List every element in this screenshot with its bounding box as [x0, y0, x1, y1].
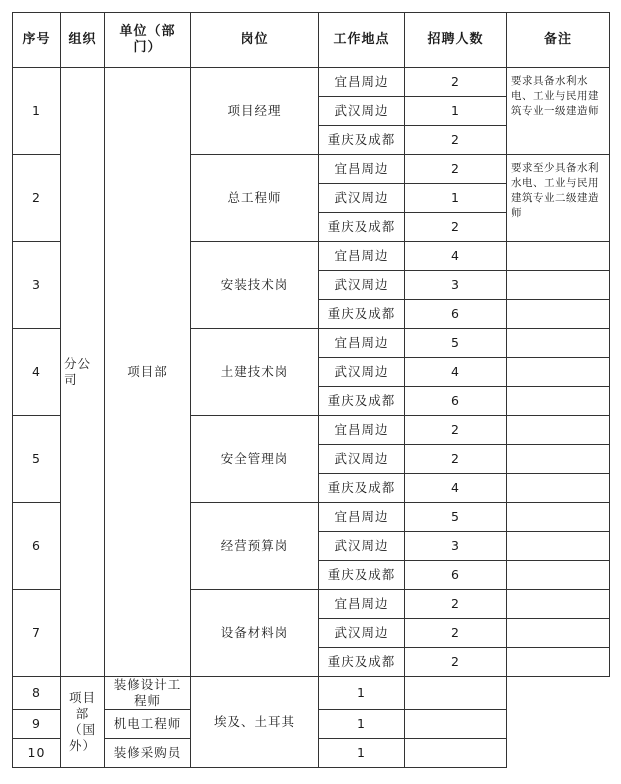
remark-cell [507, 387, 610, 416]
header-unit: 单位（部门） [105, 13, 191, 68]
location-cell-overseas: 埃及、土耳其 [191, 677, 319, 768]
count-cell: 1 [319, 739, 405, 768]
location-cell: 武汉周边 [319, 184, 405, 213]
remark-cell [507, 242, 610, 271]
location-cell: 武汉周边 [319, 619, 405, 648]
count-cell: 2 [405, 416, 507, 445]
remark-cell [405, 677, 507, 710]
seq-cell: 4 [13, 329, 61, 416]
post-cell: 机电工程师 [105, 710, 191, 739]
seq-cell: 2 [13, 155, 61, 242]
post-cell: 土建技术岗 [191, 329, 319, 416]
remark-cell [405, 739, 507, 768]
header-row [13, 13, 610, 68]
remark-cell [507, 503, 610, 532]
count-cell: 6 [405, 561, 507, 590]
location-cell: 重庆及成都 [319, 561, 405, 590]
header-count: 招聘人数 [405, 13, 507, 68]
post-cell: 安装技术岗 [191, 242, 319, 329]
count-cell: 6 [405, 300, 507, 329]
count-cell: 2 [405, 68, 507, 97]
post-cell: 经营预算岗 [191, 503, 319, 590]
unit-cell-overseas: 项目部（国外） [61, 677, 105, 768]
table-row [13, 68, 610, 97]
location-cell: 重庆及成都 [319, 213, 405, 242]
count-cell: 2 [405, 619, 507, 648]
org-cell: 分公司 [61, 68, 105, 677]
remark-cell [507, 358, 610, 387]
count-cell: 2 [405, 590, 507, 619]
remark-cell [507, 329, 610, 358]
header-location: 工作地点 [319, 13, 405, 68]
remark-cell [507, 590, 610, 619]
post-cell: 装修采购员 [105, 739, 191, 768]
remark-cell [507, 445, 610, 474]
location-cell: 宜昌周边 [319, 329, 405, 358]
count-cell: 2 [405, 648, 507, 677]
seq-cell: 3 [13, 242, 61, 329]
table-row [13, 677, 610, 710]
seq-cell: 8 [13, 677, 61, 710]
count-cell: 1 [319, 677, 405, 710]
count-cell: 5 [405, 503, 507, 532]
count-cell: 2 [405, 155, 507, 184]
post-cell: 总工程师 [191, 155, 319, 242]
seq-cell: 7 [13, 590, 61, 677]
count-cell: 5 [405, 329, 507, 358]
seq-cell: 9 [13, 710, 61, 739]
count-cell: 3 [405, 532, 507, 561]
location-cell: 重庆及成都 [319, 300, 405, 329]
seq-cell: 10 [13, 739, 61, 768]
header-org: 组织 [61, 13, 105, 68]
location-cell: 武汉周边 [319, 358, 405, 387]
location-cell: 宜昌周边 [319, 590, 405, 619]
header-remark: 备注 [507, 13, 610, 68]
location-cell: 重庆及成都 [319, 387, 405, 416]
post-cell: 设备材料岗 [191, 590, 319, 677]
remark-cell [507, 532, 610, 561]
post-cell: 项目经理 [191, 68, 319, 155]
remark-cell [507, 648, 610, 677]
count-cell: 2 [405, 213, 507, 242]
remark-cell: 要求具备水利水电、工业与民用建筑专业一级建造师 [507, 68, 610, 155]
location-cell: 重庆及成都 [319, 474, 405, 503]
post-cell: 装修设计工程师 [105, 677, 191, 710]
remark-cell [507, 561, 610, 590]
count-cell: 4 [405, 474, 507, 503]
remark-cell [405, 710, 507, 739]
location-cell: 重庆及成都 [319, 648, 405, 677]
count-cell: 6 [405, 387, 507, 416]
location-cell: 武汉周边 [319, 97, 405, 126]
seq-cell: 5 [13, 416, 61, 503]
unit-cell: 项目部 [105, 68, 191, 677]
location-cell: 武汉周边 [319, 532, 405, 561]
location-cell: 宜昌周边 [319, 155, 405, 184]
header-post: 岗位 [191, 13, 319, 68]
remark-cell [507, 300, 610, 329]
location-cell: 武汉周边 [319, 271, 405, 300]
location-cell: 武汉周边 [319, 445, 405, 474]
remark-cell [507, 619, 610, 648]
recruitment-table [12, 12, 610, 768]
seq-cell: 6 [13, 503, 61, 590]
location-cell: 宜昌周边 [319, 242, 405, 271]
seq-cell: 1 [13, 68, 61, 155]
count-cell: 3 [405, 271, 507, 300]
remark-cell [507, 474, 610, 503]
count-cell: 1 [319, 710, 405, 739]
header-seq: 序号 [13, 13, 61, 68]
location-cell: 宜昌周边 [319, 416, 405, 445]
count-cell: 4 [405, 358, 507, 387]
count-cell: 1 [405, 184, 507, 213]
location-cell: 宜昌周边 [319, 68, 405, 97]
post-cell: 安全管理岗 [191, 416, 319, 503]
count-cell: 1 [405, 97, 507, 126]
remark-cell [507, 416, 610, 445]
count-cell: 2 [405, 126, 507, 155]
remark-cell [507, 271, 610, 300]
count-cell: 4 [405, 242, 507, 271]
count-cell: 2 [405, 445, 507, 474]
location-cell: 宜昌周边 [319, 503, 405, 532]
location-cell: 重庆及成都 [319, 126, 405, 155]
remark-cell: 要求至少具备水利水电、工业与民用建筑专业二级建造师 [507, 155, 610, 242]
